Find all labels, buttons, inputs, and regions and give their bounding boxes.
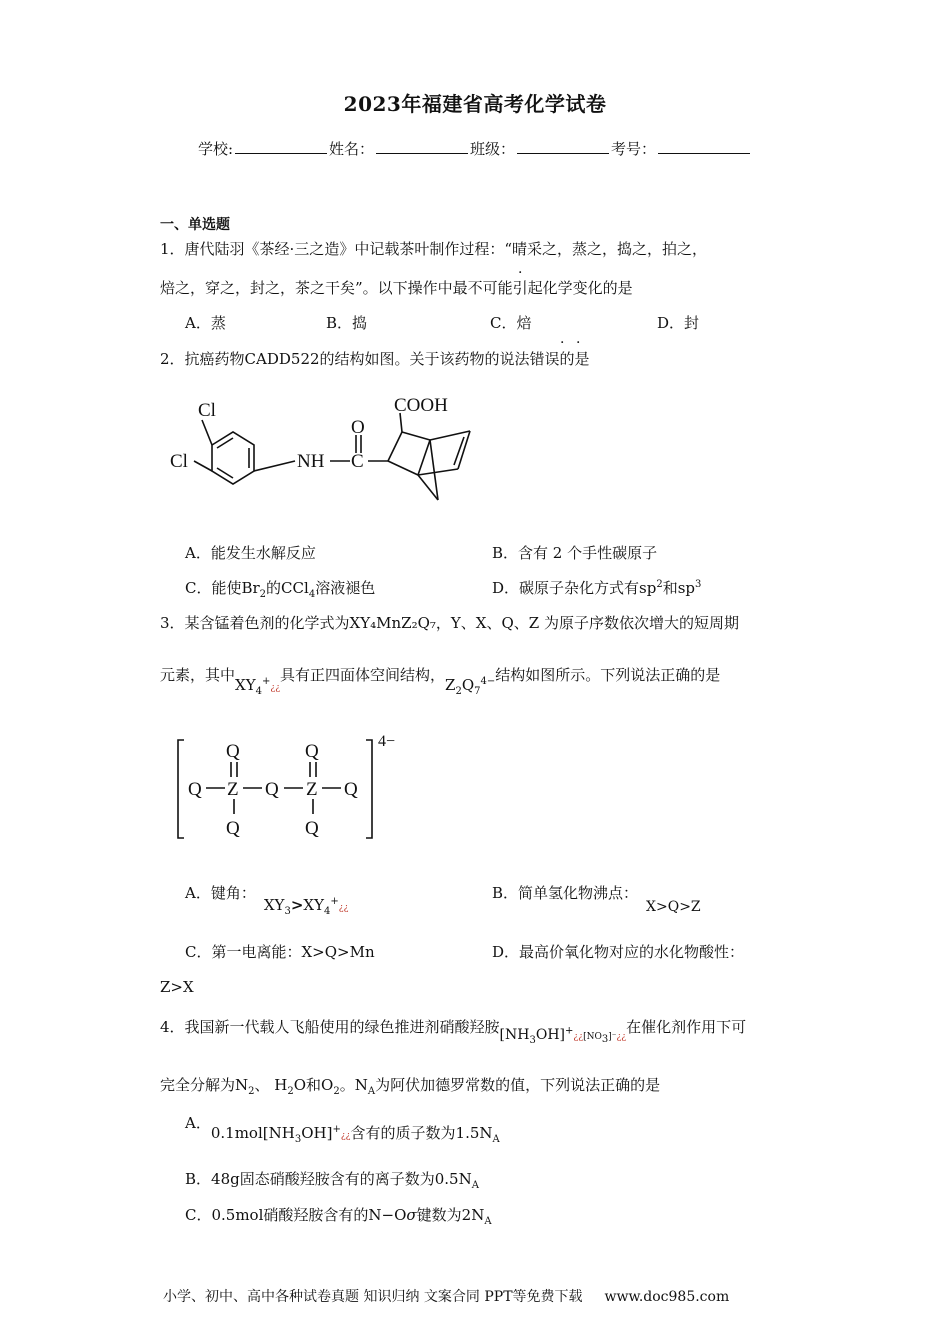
emphasis-dot: ·: [518, 265, 523, 281]
q3-structure-diagram: [170, 730, 410, 845]
q4-option-a: A．$0.1mol[NH_3OH]^+¿¿$含有的质子数为$1.5N_A$: [185, 1114, 500, 1145]
q1-option-c: C．焙: [490, 314, 532, 332]
q1-stem-line1: 1．唐代陆羽《茶经·三之造》中记载茶叶制作过程：“晴采之，蒸之，捣之，拍之，: [160, 240, 707, 258]
q2-option-c: C．能使$Br_2$的CCl$_4$溶液褪色: [185, 579, 376, 600]
q4-stem-line1: 4．我国新一代载人飞船使用的绿色推进剂硝酸羟胺$[NH_3OH]^+¿¿[NO_3]^-¿¿$在催化剂作用下可: [160, 1018, 747, 1046]
q2-option-b: B．含有 2 个手性碳原子: [492, 544, 658, 562]
exam-no-blank: [658, 139, 750, 154]
page-title: 2023年福建省高考化学试卷: [343, 92, 607, 116]
class-blank: [517, 139, 609, 154]
emphasis-dot: ·: [576, 335, 581, 351]
q4-option-c: C．0.5mol硝酸羟胺含有的N−Oσ键数为$2N_A$: [185, 1206, 492, 1227]
q-atom: Q: [344, 779, 358, 800]
structure-cl-label: Cl: [198, 400, 216, 421]
q3-option-c: C．第一电离能：X>Q>Mn: [185, 943, 375, 961]
formula-hydroxylamine-nitrate: $[NH_3OH]^+¿¿[NO_3]^-¿¿$: [499, 1025, 627, 1046]
ion-xy4: $XY_4^+¿¿$: [235, 676, 281, 697]
footer-text: 小学、初中、高中各种试卷真题 知识归纳 文案合同 PPT等免费下载: [163, 1289, 583, 1305]
q4-stem-line2: 完全分解为$N_2$、 $H_2O$和$O_2$。$N_A$为阿伏加德罗常数的值，下列说法正确的是: [160, 1076, 661, 1097]
section-title: 一、单选题: [160, 217, 230, 233]
school-label: 学校:: [197, 140, 233, 158]
q1-option-b: B．捣: [326, 314, 368, 332]
q3-option-d-cont: Z>X: [160, 978, 194, 996]
q-atom: Q: [305, 741, 319, 762]
q-atom: Q: [226, 741, 240, 762]
name-label: 姓名：: [329, 140, 375, 158]
exam-no-label: 考号：: [611, 140, 657, 158]
q-atom: Q: [305, 818, 319, 839]
school-blank: [235, 139, 327, 154]
footer-url[interactable]: www.doc985.com: [604, 1289, 730, 1305]
q1-option-d: D．封: [657, 314, 700, 332]
ion-z2q7: $Z_2Q_7^{4-}$: [445, 676, 496, 697]
z-atom: Z: [227, 779, 239, 800]
q1-stem-line2: 焙之，穿之，封之，茶之干矣”。以下操作中最不可能引起化学变化的是: [160, 279, 633, 297]
charge-label: 4−: [378, 733, 396, 750]
q3-stem-line2: 元素，其中$XY_4^+¿¿$具有正四面体空间结构，$Z_2Q_7^{4-}$结构如图所示。下列说法正确的是: [160, 666, 721, 697]
q4-option-b: B．48g固态硝酸羟胺含有的离子数为$0.5N_A$: [185, 1170, 479, 1191]
q3-option-a: A．键角：$XY_3>XY_4^+¿¿$: [185, 884, 349, 917]
q-atom: Q: [188, 779, 202, 800]
q2-option-d: D．碳原子杂化方式有$sp^2$和$sp^3$: [492, 579, 702, 597]
structure-nh-label: NH: [297, 451, 325, 472]
structure-cl-label: Cl: [170, 451, 188, 472]
name-blank: [376, 139, 468, 154]
q3-option-b: B．简单氢化物沸点：X>Q>Z: [492, 884, 701, 915]
q3-stem-line1: 3．某含锰着色剂的化学式为XY₄MnZ₂Q₇，Y、X、Q、Z 为原子序数依次增大的短周期: [160, 614, 739, 632]
q-atom: Q: [265, 779, 279, 800]
z-atom: Z: [306, 779, 318, 800]
q2-stem: 2．抗癌药物CADD522的结构如图。关于该药物的说法错误的是: [160, 350, 590, 368]
q-atom: Q: [226, 818, 240, 839]
structure-c-label: C: [351, 451, 364, 472]
footer: [163, 1286, 729, 1306]
class-label: 班级：: [470, 140, 516, 158]
structure-o-label: O: [351, 417, 365, 438]
student-info-line: [0, 138, 950, 159]
q3-option-d: D．最高价氧化物对应的水化物酸性：: [492, 943, 745, 961]
structure-cooh-label: COOH: [394, 395, 448, 416]
emphasis-dot: ·: [560, 335, 565, 351]
q1-option-a: A．蒸: [185, 314, 226, 332]
q2-option-a: A．能发生水解反应: [185, 544, 316, 562]
q2-structure-diagram: [160, 385, 490, 515]
